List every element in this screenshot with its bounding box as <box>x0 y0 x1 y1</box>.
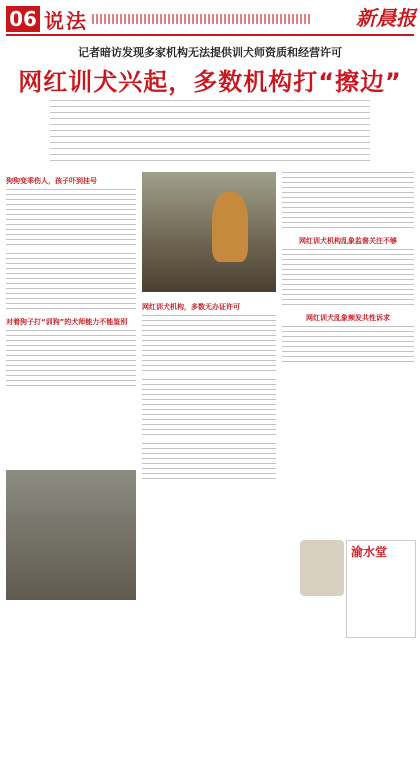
subhead-2: 网红训犬机构，多数无办证许可 <box>142 303 240 311</box>
pretitle: 记者暗访发现多家机构无法提供训犬师资质和经营许可 <box>78 46 342 59</box>
paragraph-c2-3 <box>142 443 276 479</box>
ad-box <box>346 540 416 638</box>
paragraph-c3-1 <box>282 172 414 232</box>
dog-figure <box>212 192 248 262</box>
column-2 <box>142 298 276 758</box>
paragraph-c3-3 <box>282 326 414 362</box>
subhead-1: 狗狗变乖伤人，孩子吓到挂号 <box>6 177 97 185</box>
header-rule <box>6 34 414 36</box>
header-stripe <box>92 14 312 24</box>
paragraph-c1-2 <box>6 253 136 313</box>
page-number: 06 <box>6 6 40 32</box>
paragraph-c2-2 <box>142 379 276 439</box>
lead-paragraph <box>50 100 370 164</box>
photo-training <box>6 470 136 600</box>
paragraph-c1-3 <box>6 330 136 390</box>
paragraph-c2-1 <box>142 315 276 375</box>
photo-dog <box>142 172 276 292</box>
ad-image <box>300 540 344 596</box>
page-header <box>0 0 420 42</box>
subhead-3: 对着狗子打“训狗”的犬师能力不能鉴别 <box>6 318 128 326</box>
subhead-5: 网红训犬乱象频发共性诉求 <box>306 314 390 322</box>
section-title: 说法 <box>44 9 88 33</box>
ad-title: 渝水堂 <box>351 545 388 559</box>
brand-logo: 新晨报 <box>356 6 416 30</box>
paragraph-c3-2 <box>282 249 414 309</box>
subhead-4: 网红训犬机构乱象监督关注不够 <box>299 237 397 245</box>
headline: 网红训犬兴起，多数机构打“擦边” <box>18 68 402 96</box>
paragraph-c1-1 <box>6 189 136 249</box>
